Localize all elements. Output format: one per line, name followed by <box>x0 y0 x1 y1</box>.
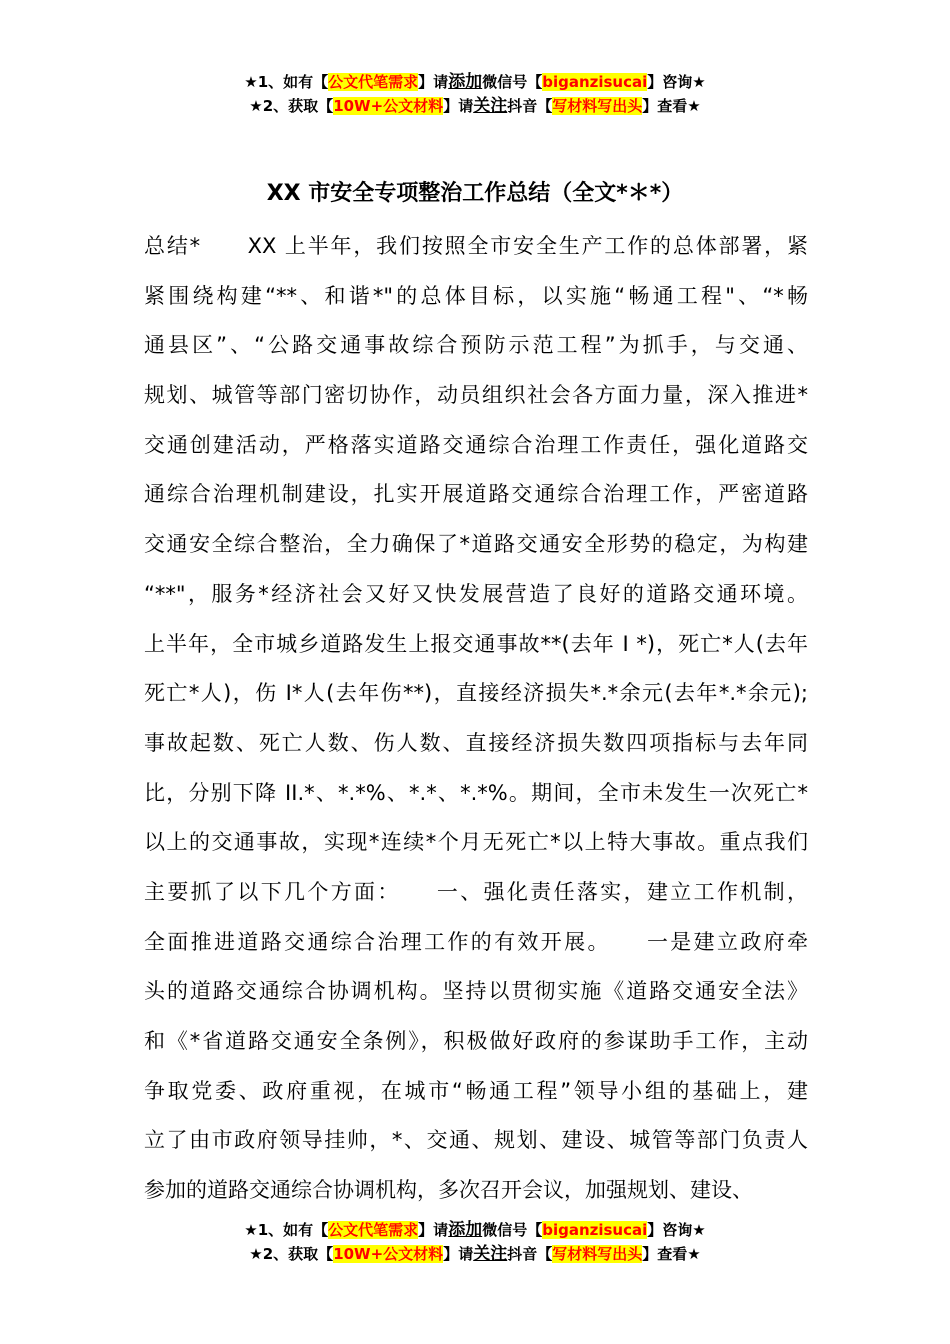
body-line: 紧围绕构建“**、和谐*"的总体目标，以实施“畅通工程"、“*畅 <box>144 283 808 308</box>
promo-text: ★2、获取【 <box>249 97 334 115</box>
promo-highlight: 写材料写出头 <box>552 97 643 115</box>
body-line: 争取党委、政府重视，在城市“畅通工程”领导小组的基础上，建 <box>144 1078 808 1103</box>
promo-text: 抖音【 <box>507 97 553 115</box>
promo-text: ★1、如有【 <box>244 73 329 91</box>
promo-text: 】查看★ <box>642 1245 701 1263</box>
body-line: 事故起数、死亡人数、伤人数、直接经济损失数四项指标与去年同 <box>144 730 808 755</box>
body-line: 交通创建活动，严格落实道路交通综合治理工作责任，强化道路交 <box>144 432 808 457</box>
body-line: “**"，服务*经济社会又好又快发展营造了良好的道路交通环境。 <box>144 581 808 606</box>
body-line: 参加的道路交通综合协调机构，多次召开会议，加强规划、建设、 <box>144 1178 753 1203</box>
body-line: 主要抓了以下几个方面： 一、强化责任落实，建立工作机制， <box>144 879 808 904</box>
promo-highlight: 公文代笔需求 <box>328 73 419 91</box>
promo-emphasis: 添加 <box>448 72 483 92</box>
promo-line-1 <box>0 1218 950 1242</box>
body-line: 头的道路交通综合协调机构。坚持以贯彻实施《道路交通安全法》 <box>144 979 808 1004</box>
promo-emphasis: 关注 <box>473 1244 508 1264</box>
document-body <box>144 222 808 1216</box>
promo-highlight: 写材料写出头 <box>552 1245 643 1263</box>
promo-text: 】请 <box>443 1245 474 1263</box>
promo-banner-bottom <box>0 1218 950 1266</box>
promo-highlight: biganzisucai <box>542 73 648 91</box>
body-line: 总结* XX 上半年，我们按照全市安全生产工作的总体部署，紧 <box>144 234 808 258</box>
promo-line-2 <box>0 1242 950 1266</box>
promo-banner-top <box>0 70 950 118</box>
promo-line-2 <box>0 94 950 118</box>
body-line: 立了由市政府领导挂帅，*、交通、规划、建设、城管等部门负责人 <box>144 1128 808 1153</box>
promo-highlight: 10W+公文材料 <box>333 97 444 115</box>
body-line: 通综合治理机制建设，扎实开展道路交通综合治理工作，严密道路 <box>144 482 808 507</box>
body-line: 交通安全综合整治，全力确保了*道路交通安全形势的稳定，为构建 <box>144 532 808 557</box>
promo-highlight: 10W+公文材料 <box>333 1245 444 1263</box>
promo-text: ★1、如有【 <box>244 1221 329 1239</box>
body-line: 和《*省道路交通安全条例》，积极做好政府的参谋助手工作，主动 <box>144 1029 808 1053</box>
promo-highlight: 公文代笔需求 <box>328 1221 419 1239</box>
promo-emphasis: 添加 <box>448 1220 483 1240</box>
promo-text: 微信号【 <box>482 73 543 91</box>
document-title: XX 市安全专项整治工作总结（全文*＊*） <box>266 181 684 206</box>
promo-emphasis: 关注 <box>473 96 508 116</box>
promo-text: 】请 <box>418 1221 449 1239</box>
body-line: 以上的交通事故，实现*连续*个月无死亡*以上特大事故。重点我们 <box>144 830 808 855</box>
promo-text: 】请 <box>443 97 474 115</box>
promo-text: 】咨询★ <box>647 1221 706 1239</box>
body-line: 死亡*人)，伤 I*人(去年伤**)，直接经济损失*.*余元(去年*.*余元); <box>144 681 808 706</box>
promo-line-1 <box>0 70 950 94</box>
promo-text: 抖音【 <box>507 1245 553 1263</box>
body-line: 上半年，全市城乡道路发生上报交通事故**(去年 I *)，死亡*人(去年 <box>144 631 808 656</box>
promo-highlight: biganzisucai <box>542 1221 648 1239</box>
promo-text: 微信号【 <box>482 1221 543 1239</box>
promo-text: 】查看★ <box>642 97 701 115</box>
body-line: 通县区”、“公路交通事故综合预防示范工程”为抓手，与交通、 <box>144 333 808 358</box>
promo-text: ★2、获取【 <box>249 1245 334 1263</box>
promo-text: 】请 <box>418 73 449 91</box>
body-line: 比，分别下降 II.*、*.*%、*.*、*.*%。期间，全市未发生一次死亡* <box>144 780 808 805</box>
body-line: 规划、城管等部门密切协作，动员组织社会各方面力量，深入推进* <box>144 383 808 408</box>
promo-text: 】咨询★ <box>647 73 706 91</box>
body-line: 全面推进道路交通综合治理工作的有效开展。 一是建立政府牵 <box>144 929 808 954</box>
